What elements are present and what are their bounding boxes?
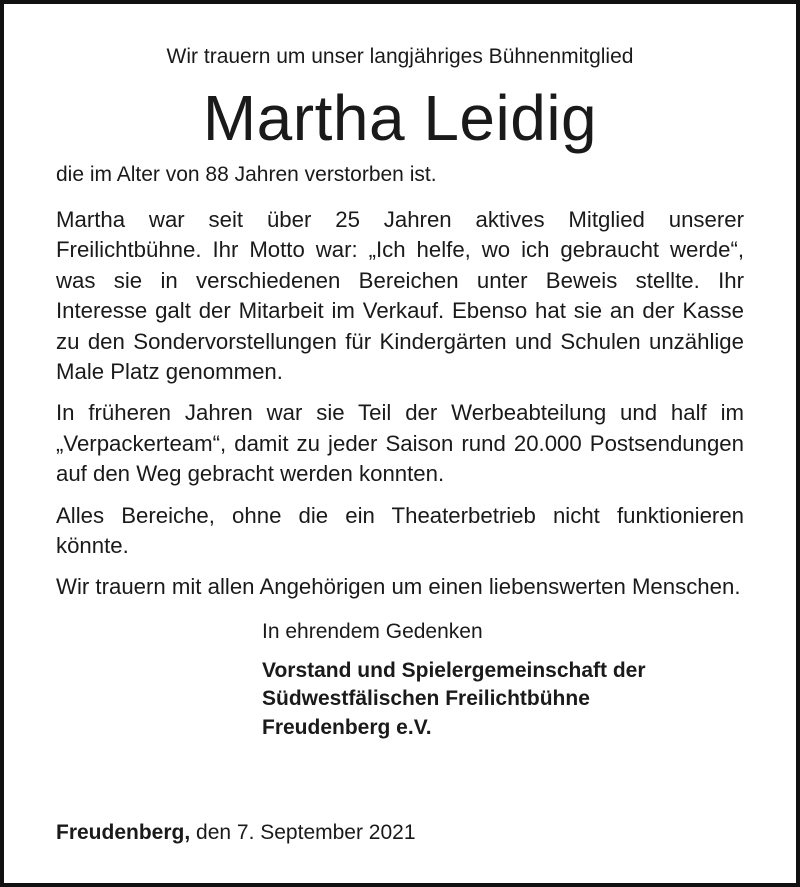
organization-name (262, 657, 744, 743)
footer-place: Freudenberg, (56, 821, 191, 844)
paragraph-mourning: Wir trauern mit allen Angehörigen um einen liebenswerten Menschen. (56, 574, 741, 600)
paragraph-membership: Martha war seit über 25 Jahren aktives Mitglied unserer Freilichtbühne. Ihr Motto war: „Ich helfe, wo ich gebraucht werde“, was sie in verschiedenen Bereichen unter Beweis stellte. Ihr Interesse galt der Mitarbeit im Verkauf. Ebenso hat sie an der Kasse zu den Sondervorstellungen für Kindergärten und Schulen unzählige Male Platz genommen. (56, 207, 744, 385)
remembrance-line: In ehrendem Gedenken (262, 619, 483, 643)
organization-line-2: Südwestfälischen Freilichtbühne (262, 687, 590, 711)
obituary-content (56, 42, 744, 742)
paragraph-areas: Alles Bereiche, ohne die ein Theaterbetrieb nicht funktionieren könnte. (56, 502, 744, 559)
organization-line-1: Vorstand und Spielergemeinschaft der (262, 658, 646, 682)
signature-block (262, 617, 744, 743)
place-date-line (56, 818, 416, 848)
footer-date: den 7. September 2021 (190, 821, 416, 844)
age-line: die im Alter von 88 Jahren verstorben ist. (56, 163, 437, 186)
deceased-name: Martha Leidig (202, 82, 598, 154)
paragraph-advertising: In früheren Jahren war sie Teil der Werbeabteilung und half im „Verpackerteam“, damit zu jeder Saison rund 20.000 Postsendungen auf den Weg gebracht werden konnten. (56, 400, 744, 487)
organization-line-3: Freudenberg e.V. (262, 715, 432, 739)
intro-line: Wir trauern um unser langjähriges Bühnenmitglied (166, 45, 634, 68)
